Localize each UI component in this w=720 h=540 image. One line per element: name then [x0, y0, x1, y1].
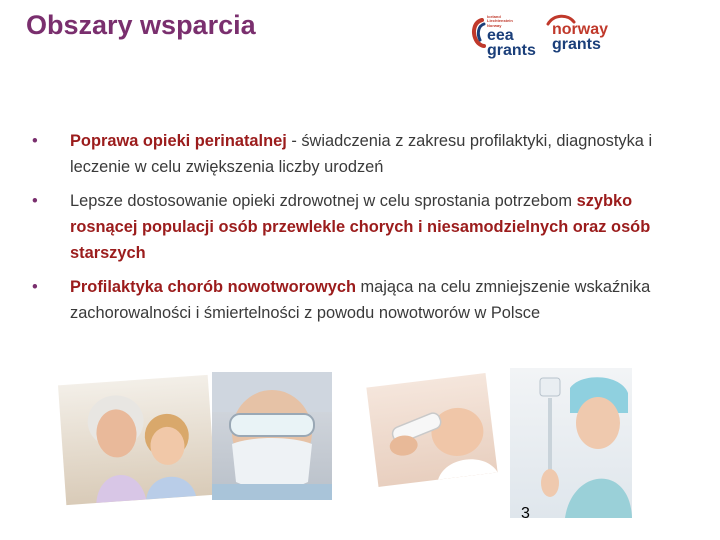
eea-small-text: Iceland Liechtenstein Norway — [487, 14, 513, 28]
bullet-item — [30, 188, 670, 266]
page-number: 3 — [521, 505, 530, 522]
photo-grandmother-child-art — [58, 375, 216, 505]
bullet-text: mająca na celu zmniejszenie wskaźnika zachorowalności i śmiertelności z powodu nowotworów w Polsce — [70, 278, 651, 322]
photo-baby-bottle-art — [366, 373, 497, 487]
eea-grants-word: grants — [487, 42, 536, 60]
photo-grandmother-child — [58, 375, 216, 505]
logos — [470, 12, 620, 60]
photo-nurse-syringe — [510, 368, 632, 518]
bullet-item — [30, 128, 670, 180]
bullet-text: - świadczenia z zakresu profilaktyki, diagnostyka i leczenie w celu zwiększenia liczby urodzeń — [70, 132, 653, 176]
bullet-bold-text: Profilaktyka chorób nowotworowych — [70, 278, 356, 296]
bullet-bold-text: szybko rosnącej populacji osób przewlekle chorych i niesamodzielnych oraz osób starszych — [70, 192, 651, 262]
norway-grants-word: grants — [552, 36, 601, 54]
norway-word: norway — [552, 21, 609, 38]
photo-baby-bottle — [366, 373, 497, 487]
bullet-bold-text: Poprawa opieki perinatalnej — [70, 132, 287, 150]
eea-word: eea — [487, 27, 514, 45]
photo-surgeon — [212, 372, 332, 500]
bullet-text: Lepsze dostosowanie opieki zdrowotnej w celu sprostania potrzebom — [70, 192, 577, 210]
bullet-item — [30, 274, 670, 326]
bullet-list — [30, 128, 670, 334]
eea-logo-icon — [470, 18, 486, 48]
bullet-dot-icon: • — [32, 132, 38, 150]
eea-grants-logo — [487, 15, 536, 59]
photo-nurse-syringe-art — [510, 368, 632, 518]
slide-title: Obszary wsparcia — [26, 10, 256, 40]
bullet-dot-icon: • — [32, 278, 38, 296]
bullet-dot-icon: • — [32, 192, 38, 210]
photo-surgeon-art — [212, 372, 332, 500]
norway-grants-logo — [552, 22, 608, 52]
